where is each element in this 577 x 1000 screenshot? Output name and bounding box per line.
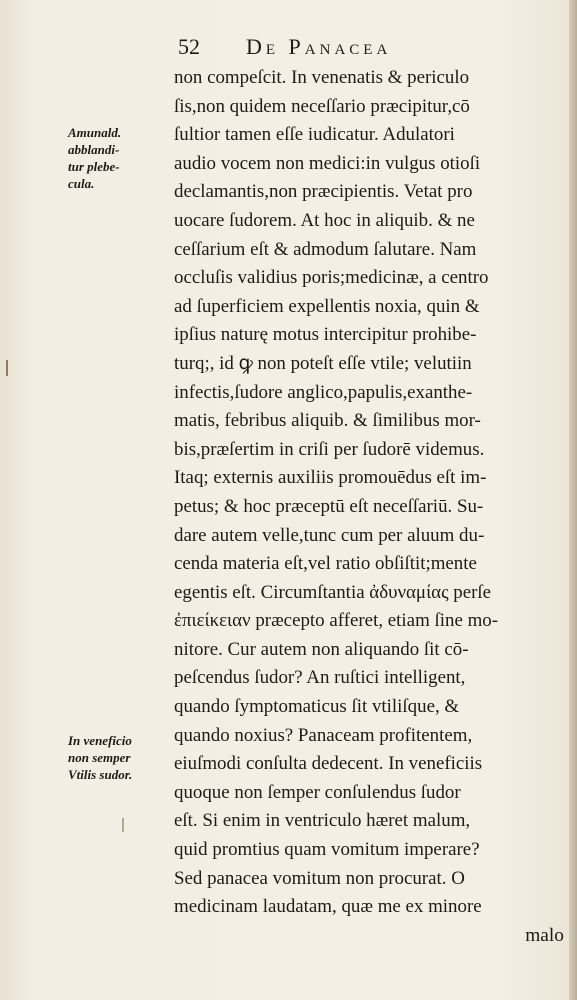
text-line: quoque non ſemper conſulendus ſudor (174, 781, 461, 803)
text-line: non compeſcit. In venenatis & periculo (174, 67, 470, 88)
text-line: ad ſuperficiem expellentis noxia, quin & (174, 295, 480, 317)
text-line: infectis,ſudore anglico,papulis,exanthe- (174, 381, 473, 403)
text-line: quid promtius quam vomitum imperare? (174, 839, 480, 861)
text-line: egentis eſt. Circumſtantia ἀδυναμίας perſe (174, 581, 492, 603)
margin-note (68, 732, 174, 783)
text-line: quando ſymptomaticus ſit vtiliſque, & (174, 696, 460, 718)
margin-note-line: Amunald. (68, 125, 122, 140)
margin-mark (122, 818, 124, 832)
margin-note-line: abblandi- (68, 142, 120, 157)
margin-note (68, 124, 174, 192)
margin-note-line: In veneficio (68, 733, 132, 748)
text-line: dare autem velle,tunc cum per aluum du- (174, 524, 485, 546)
margin-mark (6, 360, 8, 376)
running-title: De Panacea (246, 34, 392, 59)
text-line: ſultior tamen eſſe iudicatur. Adulatori (174, 124, 455, 146)
body-text (174, 64, 574, 950)
margin-note-line: cula. (68, 176, 95, 191)
text-line: occluſis validius poris;medicinæ, a centro (174, 267, 489, 289)
text-line: nitore. Cur autem non aliquando ſit cō- (174, 638, 469, 660)
text-line: uocare ſudorem. At hoc in aliquib. & ne (174, 209, 475, 231)
text-line: petus; & hoc præceptū eſt neceſſariū. Su- (174, 495, 484, 517)
page-number: 52 (178, 34, 200, 59)
text-line: cenda materia eſt,vel ratio obſiſtit;mente (174, 553, 477, 575)
text-line: ſis,non quidem neceſſario præcipitur,cō (174, 95, 470, 117)
text-line: eſt. Si enim in ventriculo hæret malum, (174, 810, 471, 832)
text-line: turq;, id ꝙ non poteſt eſſe vtile; velutiin (174, 352, 472, 374)
text-line: eiuſmodi conſulta dedecent. In veneficiis (174, 753, 483, 775)
text-line: peſcendus ſudor? An ruſtici intelligent, (174, 667, 466, 689)
text-line: ἐπιείκειαν præcepto afferet, etiam ſine mo- (174, 610, 499, 632)
catchword: malo (525, 924, 564, 946)
text-line: ipſius naturę motus intercipitur prohibe- (174, 324, 477, 346)
text-line: declamantis,non præcipientis. Vetat pro (174, 181, 473, 203)
text-line: quando noxius? Panaceam profitentem, (174, 724, 473, 746)
text-line: bis,præſertim in criſi per ſudorē videmus. (174, 438, 485, 460)
margin-note-line: non semper (68, 750, 131, 765)
text-line: medicinam laudatam, quæ me ex minore (174, 896, 482, 918)
text-line: audio vocem non medici:in vulgus otioſi (174, 152, 481, 174)
margin-note-line: Vtilis sudor. (68, 767, 133, 782)
running-header (178, 34, 558, 60)
text-line: matis, febribus aliquib. & ſimilibus mor- (174, 410, 481, 432)
margin-note-line: tur plebe- (68, 159, 120, 174)
text-line: Itaq; externis auxiliis promouēdus eſt im- (174, 467, 487, 489)
text-line: Sed panacea vomitum non procurat. O (174, 867, 465, 889)
text-line: ceſſarium eſt & admodum ſalutare. Nam (174, 238, 477, 260)
